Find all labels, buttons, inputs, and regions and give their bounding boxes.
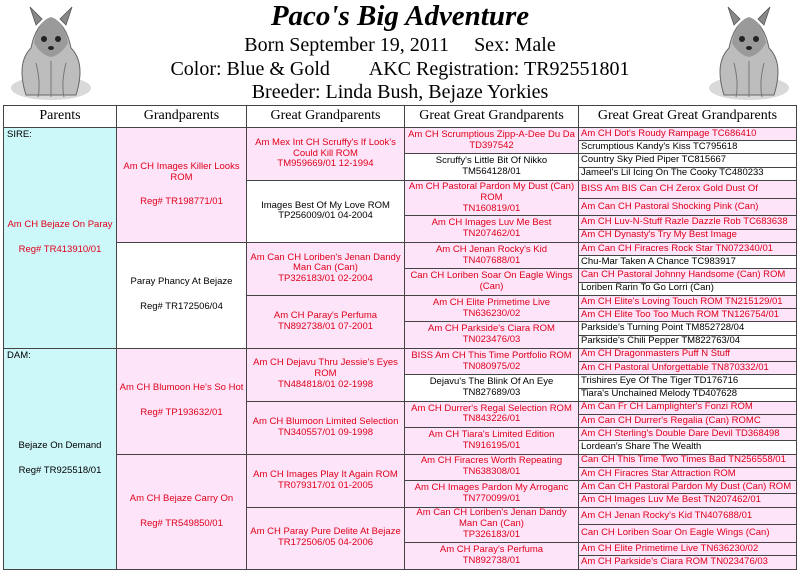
ggg-grandparent-cell: Am Can CH Durrer's Regalia (Can) ROMC (579, 414, 797, 427)
gg-grandparent-cell: Am CH Paray's Perfuma TN892738/01 (405, 543, 579, 570)
ggg-grandparent-cell: Trishires Eye Of The Tiger TD176716 (579, 375, 797, 388)
ggg-grandparent-cell: Tiara's Unchained Melody TD407628 (579, 388, 797, 401)
parent-reg: Reg# TR925518/01 (18, 464, 102, 476)
gg-grandparent-cell: Am Can CH Loriben's Jenan Dandy Man Can (Can) TP326183/01 (405, 507, 579, 543)
ggg-grandparent-cell: BISS Am BIS Can CH Zerox Gold Dust Of (579, 180, 797, 198)
dam-cell (4, 348, 117, 569)
table-row (4, 348, 797, 361)
ggg-grandparent-cell: Am CH Images Luv Me Best TN207462/01 (579, 494, 797, 507)
ggg-grandparent-cell: Lordean's Share The Wealth (579, 441, 797, 454)
ggg-grandparent-cell: Am CH Parkside's Ciara ROM TN023476/03 (579, 556, 797, 570)
ggg-grandparent-cell: Loriben Rarin To Go Lorri (Can) (579, 282, 797, 295)
col-header-gg-grandparents: Great Great Grandparents (405, 106, 579, 128)
gg-grandparent-cell: Am CH Durrer's Regal Selection ROM TN843226/01 (405, 401, 579, 427)
col-header-ggg-grandparents: Great Great Great Grandparents (579, 106, 797, 128)
ggg-grandparent-cell: Am Can CH Pastoral Pardon My Dust (Can) ROM (579, 481, 797, 494)
gg-grandparent-cell: Am CH Pastoral Pardon My Dust (Can) ROM TN160819/01 (405, 180, 579, 216)
ggg-grandparent-cell: Can CH This Time Two Times Bad TN256558/01 (579, 454, 797, 467)
ggg-grandparent-cell: Am CH Elite Too Too Much ROM TN126754/01 (579, 309, 797, 322)
sire-cell (4, 128, 117, 349)
ggg-grandparent-cell: Am Can CH Pastoral Shocking Pink (Can) (579, 198, 797, 216)
gg-grandparent-cell: Am CH Elite Primetime Live TN636230/02 (405, 295, 579, 321)
gg-grandparent-cell: Am CH Jenan Rocky's Kid TN407688/01 (405, 242, 579, 268)
table-row (4, 128, 797, 141)
gg-grandparent-cell: Am CH Tiara's Limited Edition TN916195/01 (405, 428, 579, 454)
gg-grandparent-cell: Am CH Parkside's Ciara ROM TN023476/03 (405, 322, 579, 348)
born-date: Born September 19, 2011 (244, 34, 450, 56)
great-grandparent-cell: Am CH Images Play It Again ROM TR079317/01 01-2005 (247, 454, 405, 507)
parent-reg: Reg# TR413910/01 (18, 243, 102, 255)
ggg-grandparent-cell: Parkside's Chili Pepper TM822763/04 (579, 335, 797, 348)
column-header-row (4, 106, 797, 128)
grandparent-cell: Am CH Blumoon He's So Hot Reg# TP193632/01 (117, 348, 247, 454)
great-grandparent-cell: Am CH Paray Pure Delite At Bejaze TR172506/05 04-2006 (247, 507, 405, 569)
color-registration-line (0, 58, 800, 81)
great-grandparent-cell: Am CH Paray's Perfuma TN892738/01 07-2001 (247, 295, 405, 348)
ggg-grandparent-cell: Am CH Luv-N-Stuff Razle Dazzle Rob TC683638 (579, 216, 797, 229)
ggg-grandparent-cell: Am CH Elite's Loving Touch ROM TN215129/01 (579, 295, 797, 308)
ggg-grandparent-cell: Chu-Mar Taken A Chance TC983917 (579, 256, 797, 269)
great-grandparent-cell: Am Can CH Loriben's Jenan Dandy Man Can (Can) TP326183/01 02-2004 (247, 242, 405, 295)
ggg-grandparent-cell: Am CH Dot's Roudy Rampage TC686410 (579, 128, 797, 141)
ggg-grandparent-cell: Jameel's Lil Icing On The Cooky TC480233 (579, 167, 797, 180)
ggg-grandparent-cell: Scrumptious Kandy's Kiss TC795618 (579, 141, 797, 154)
ggg-grandparent-cell: Am CH Firacres Star Attraction ROM (579, 467, 797, 480)
ggg-grandparent-cell: Parkside's Turning Point TM852728/04 (579, 322, 797, 335)
dam-label: DAM: (7, 349, 31, 361)
gg-grandparent-cell: Dejavu's The Blink Of An Eye TN827689/03 (405, 375, 579, 401)
gg-grandparent-cell: BISS Am CH This Time Portfolio ROM TN080975/02 (405, 348, 579, 374)
sex: Sex: Male (474, 34, 556, 56)
gg-grandparent-cell: Can CH Loriben Soar On Eagle Wings (Can) (405, 269, 579, 295)
pedigree-header (0, 0, 800, 104)
gg-grandparent-cell: Am CH Scrumptious Zipp-A-Dee Du Da TD397542 (405, 128, 579, 154)
color: Color: Blue & Gold (170, 58, 330, 80)
ggg-grandparent-cell: Am CH Pastoral Unforgettable TN870332/01 (579, 362, 797, 375)
pedigree-table (3, 105, 797, 570)
great-grandparent-cell: Am Mex Int CH Scruffy's If Look's Could Kill ROM TM959669/01 12-1994 (247, 128, 405, 181)
ggg-grandparent-cell: Can CH Loriben Soar On Eagle Wings (Can) (579, 525, 797, 543)
ggg-grandparent-cell: Am CH Sterling's Double Dare Devil TD368498 (579, 428, 797, 441)
ggg-grandparent-cell: Am CH Elite Primetime Live TN636230/02 (579, 543, 797, 556)
great-grandparent-cell: Am CH Dejavu Thru Jessie's Eyes ROM TN484818/01 02-1998 (247, 348, 405, 401)
gg-grandparent-cell: Am CH Images Pardon My Arroganc TN770099/01 (405, 481, 579, 507)
breeder: Breeder: Linda Bush, Bejaze Yorkies (251, 81, 549, 103)
ggg-grandparent-cell: Country Sky Pied Piper TC815667 (579, 154, 797, 167)
ggg-grandparent-cell: Am CH Dragonmasters Puff N Stuff (579, 348, 797, 361)
sire-label: SIRE: (7, 129, 32, 140)
ggg-grandparent-cell: Am Can CH Firacres Rock Star TN072340/01 (579, 242, 797, 255)
gg-grandparent-cell: Am CH Firacres Worth Repeating TN638308/01 (405, 454, 579, 480)
grandparent-cell: Am CH Images Killer Looks ROM Reg# TR198771/01 (117, 128, 247, 243)
akc-registration: AKC Registration: TR92551801 (368, 58, 630, 80)
ggg-grandparent-cell: Am CH Dynasty's Try My Best Image (579, 229, 797, 242)
parent-name: Am CH Bejaze On Paray (7, 218, 113, 230)
table-row (4, 242, 797, 255)
grandparent-cell: Paray Phancy At Bejaze Reg# TR172506/04 (117, 242, 247, 348)
col-header-parents: Parents (4, 106, 117, 128)
great-grandparent-cell: Am CH Blumoon Limited Selection TN340557/01 09-1998 (247, 401, 405, 454)
ggg-grandparent-cell: Am Can Fr CH Lamplighter's Fonzi ROM (579, 401, 797, 414)
birth-sex-line (0, 34, 800, 57)
table-row (4, 454, 797, 467)
ggg-grandparent-cell: Am CH Jenan Rocky's Kid TN407688/01 (579, 507, 797, 525)
col-header-great-grandparents: Great Grandparents (247, 106, 405, 128)
page-title: Paco's Big Adventure (270, 0, 530, 32)
gg-grandparent-cell: Scruffy's Little Bit Of Nikko TM564128/01 (405, 154, 579, 180)
grandparent-cell: Am CH Bejaze Carry On Reg# TR549850/01 (117, 454, 247, 569)
col-header-grandparents: Grandparents (117, 106, 247, 128)
parent-name: Bejaze On Demand (18, 439, 102, 451)
ggg-grandparent-cell: Can CH Pastoral Johnny Handsome (Can) ROM (579, 269, 797, 282)
gg-grandparent-cell: Am CH Images Luv Me Best TN207462/01 (405, 216, 579, 242)
great-grandparent-cell: Images Best Of My Love ROM TP256009/01 04-2004 (247, 180, 405, 242)
